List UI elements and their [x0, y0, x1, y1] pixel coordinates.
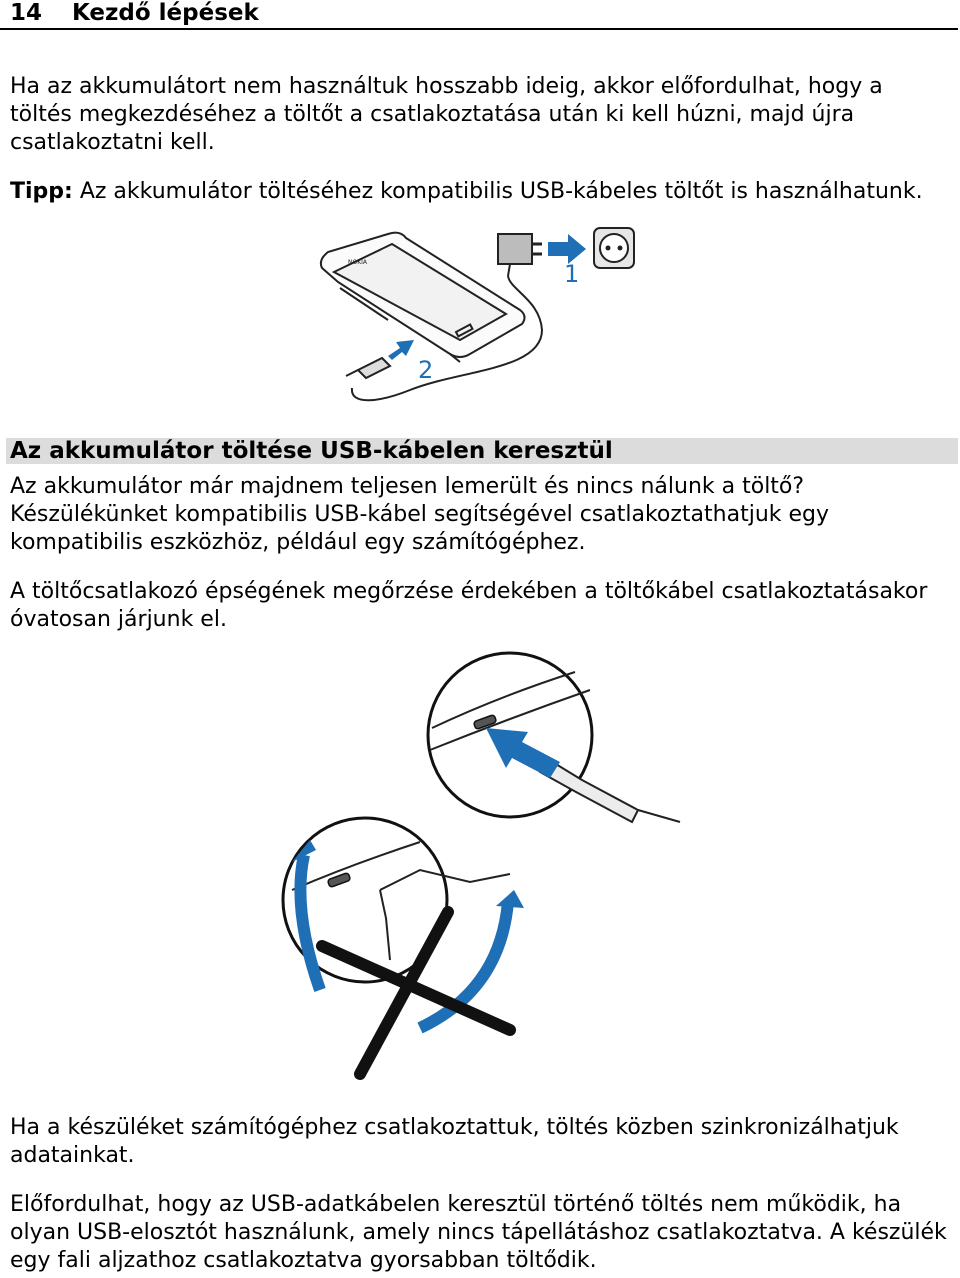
tip-label: Tipp:	[10, 179, 73, 204]
paragraph-recharge-note: Ha az akkumulátort nem használtuk hosszabb ideig, akkor előfordulhat, hogy a töltés megkezdéséhez a töltőt a csatlakoztatása után ki kell húzni, majd újra csatlakoztatni kell.	[10, 74, 883, 155]
paragraph-usb-charging: Az akkumulátor már majdnem teljesen lemerült és nincs nálunk a töltő? Készülékünket kompatibilis USB-kábel segítségével csatlakoztathatjuk egy kompatibilis eszközhöz, például egy számítógéphez.	[10, 474, 830, 555]
phone-brand-label: NOKIA	[348, 259, 368, 266]
callout-2: 2	[418, 356, 434, 384]
tip-paragraph	[10, 178, 950, 206]
wall-socket-icon	[594, 228, 634, 268]
tip-text: Az akkumulátor töltéséhez kompatibilis USB-kábeles töltőt is használhatunk.	[72, 179, 923, 204]
paragraph-connector-care: A töltőcsatlakozó épségének megőrzése érdekében a töltőkábel csatlakoztatásakor óvatosan járjunk el.	[10, 579, 928, 632]
page-header	[0, 0, 958, 30]
paragraph-usb-hub-warning: Előfordulhat, hogy az USB-adatkábelen keresztül történő töltés nem működik, ha olyan USB-elosztót használunk, amely nincs tápellátáshoz csatlakoztatva. A készülék egy fali aljzathoz csatlakoztatva gyorsabban töltődik.	[10, 1192, 947, 1273]
usb-insertion-illustration	[270, 650, 690, 1090]
chapter-title: Kezdő lépések	[72, 0, 259, 26]
page-number: 14	[10, 0, 43, 26]
callout-1: 1	[564, 260, 580, 288]
section-heading: Az akkumulátor töltése USB-kábelen keresztül	[10, 438, 613, 464]
phone-illustration	[321, 233, 525, 362]
arrow-up-right-icon	[388, 340, 414, 360]
charger-connection-illustration	[310, 220, 660, 415]
section-heading-bar	[6, 438, 958, 464]
paragraph-sync-data: Ha a készüléket számítógéphez csatlakoztattuk, töltés közben szinkronizálhatjuk adatainkat.	[10, 1115, 899, 1168]
usb-plug-icon	[346, 358, 390, 378]
correct-insertion-inset	[428, 653, 680, 822]
